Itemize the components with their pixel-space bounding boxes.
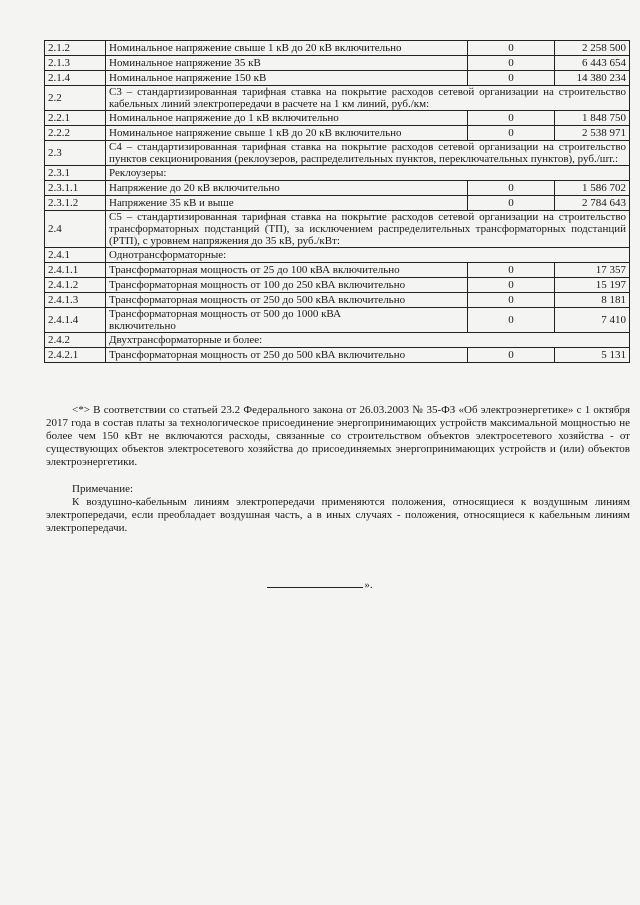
row-value: 8 181 [555, 293, 630, 308]
row-description: Трансформаторная мощность от 250 до 500 кВА включительно [106, 293, 468, 308]
row-number: 2.1.4 [45, 71, 106, 86]
table-row [45, 211, 630, 248]
row-description: С4 – стандартизированная тарифная ставка на покрытие расходов сетевой организации на строительство пунктов секционирования (реклоузеров, распределительных пунктов, переключательных пунктов), руб./шт.: [106, 141, 630, 166]
row-number: 2.4 [45, 211, 106, 248]
table-row [45, 126, 630, 141]
row-number: 2.2.1 [45, 111, 106, 126]
row-description: Номинальное напряжение 35 кВ [106, 56, 468, 71]
row-zero: 0 [468, 293, 555, 308]
row-description: Реклоузеры: [106, 166, 630, 181]
row-number: 2.4.1 [45, 248, 106, 263]
row-number: 2.3.1 [45, 166, 106, 181]
row-zero: 0 [468, 263, 555, 278]
table-row [45, 278, 630, 293]
table-row [45, 293, 630, 308]
row-description: Двухтрансформаторные и более: [106, 333, 630, 348]
row-value: 1 848 750 [555, 111, 630, 126]
row-value: 2 784 643 [555, 196, 630, 211]
table-row [45, 56, 630, 71]
row-number: 2.4.2 [45, 333, 106, 348]
table-row [45, 141, 630, 166]
row-number: 2.3.1.1 [45, 181, 106, 196]
row-value: 2 258 500 [555, 41, 630, 56]
signature-line [267, 578, 363, 588]
row-description: Номинальное напряжение свыше 1 кВ до 20 кВ включительно [106, 126, 468, 141]
row-zero: 0 [468, 111, 555, 126]
row-number: 2.1.3 [45, 56, 106, 71]
table-row [45, 196, 630, 211]
row-description: Номинальное напряжение свыше 1 кВ до 20 кВ включительно [106, 41, 468, 56]
row-description: С5 – стандартизированная тарифная ставка на покрытие расходов сетевой организации на строительство трансформаторных подстанций (ТП), за исключением распределительных трансформаторных подстанций (РТП), с уровнем напряжения до 35 кВ, руб./кВт: [106, 211, 630, 248]
tariff-table [44, 40, 630, 363]
row-description: Трансформаторная мощность от 500 до 1000 кВА включительно [106, 308, 468, 333]
table-row [45, 86, 630, 111]
row-zero: 0 [468, 348, 555, 363]
row-description: Трансформаторная мощность от 25 до 100 кВА включительно [106, 263, 468, 278]
table-row [45, 181, 630, 196]
row-description: Напряжение до 20 кВ включительно [106, 181, 468, 196]
row-zero: 0 [468, 41, 555, 56]
row-zero: 0 [468, 126, 555, 141]
row-description: Трансформаторная мощность от 250 до 500 кВА включительно [106, 348, 468, 363]
row-description: Однотрансформаторные: [106, 248, 630, 263]
row-number: 2.4.1.4 [45, 308, 106, 333]
closing-line [0, 578, 640, 591]
row-value: 15 197 [555, 278, 630, 293]
row-number: 2.2 [45, 86, 106, 111]
row-number: 2.2.2 [45, 126, 106, 141]
row-description: Номинальное напряжение 150 кВ [106, 71, 468, 86]
row-number: 2.4.1.2 [45, 278, 106, 293]
notes-section [46, 404, 630, 535]
table-row [45, 263, 630, 278]
row-description: Номинальное напряжение до 1 кВ включительно [106, 111, 468, 126]
row-value: 6 443 654 [555, 56, 630, 71]
table-row [45, 166, 630, 181]
row-value: 5 131 [555, 348, 630, 363]
row-description: Трансформаторная мощность от 100 до 250 кВА включительно [106, 278, 468, 293]
table-row [45, 41, 630, 56]
row-zero: 0 [468, 56, 555, 71]
row-zero: 0 [468, 196, 555, 211]
table-row [45, 348, 630, 363]
table-row [45, 333, 630, 348]
table-row [45, 71, 630, 86]
row-zero: 0 [468, 181, 555, 196]
note-text: К воздушно-кабельным линиям электропередачи применяются положения, относящиеся к воздушным линиям электропередачи, если преобладает воздушная часть, а в иных случаях - положения, относящиеся к кабельным линиям электропередачи. [46, 496, 630, 534]
note-title: Примечание: [72, 483, 134, 495]
row-number: 2.3.1.2 [45, 196, 106, 211]
row-zero: 0 [468, 71, 555, 86]
row-value: 1 586 702 [555, 181, 630, 196]
row-number: 2.4.1.1 [45, 263, 106, 278]
row-zero: 0 [468, 308, 555, 333]
table-row [45, 248, 630, 263]
row-value: 7 410 [555, 308, 630, 333]
row-number: 2.4.1.3 [45, 293, 106, 308]
table-row [45, 308, 630, 333]
row-zero: 0 [468, 278, 555, 293]
closing-mark: ». [364, 579, 373, 591]
row-description: Напряжение 35 кВ и выше [106, 196, 468, 211]
row-value: 2 538 971 [555, 126, 630, 141]
table-row [45, 111, 630, 126]
row-number: 2.3 [45, 141, 106, 166]
footnote: <*> В соответствии со статьей 23.2 Федерального закона от 26.03.2003 № 35-ФЗ «Об электроэнергетике» с 1 октября 2017 года в состав платы за технологическое присоединение энергопринимающих устройств максимальной мощностью не более чем 150 кВт не включаются расходы, связанные со строительством объектов электросетевого хозяйства - от существующих объектов электросетевого хозяйства до присоединяемых энергопринимающих устройств и (или) объектов электроэнергетики. [46, 404, 630, 468]
row-number: 2.1.2 [45, 41, 106, 56]
row-number: 2.4.2.1 [45, 348, 106, 363]
row-description: С3 – стандартизированная тарифная ставка на покрытие расходов сетевой организации на строительство кабельных линий электропередачи в расчете на 1 км линий, руб./км: [106, 86, 630, 111]
row-value: 17 357 [555, 263, 630, 278]
row-value: 14 380 234 [555, 71, 630, 86]
